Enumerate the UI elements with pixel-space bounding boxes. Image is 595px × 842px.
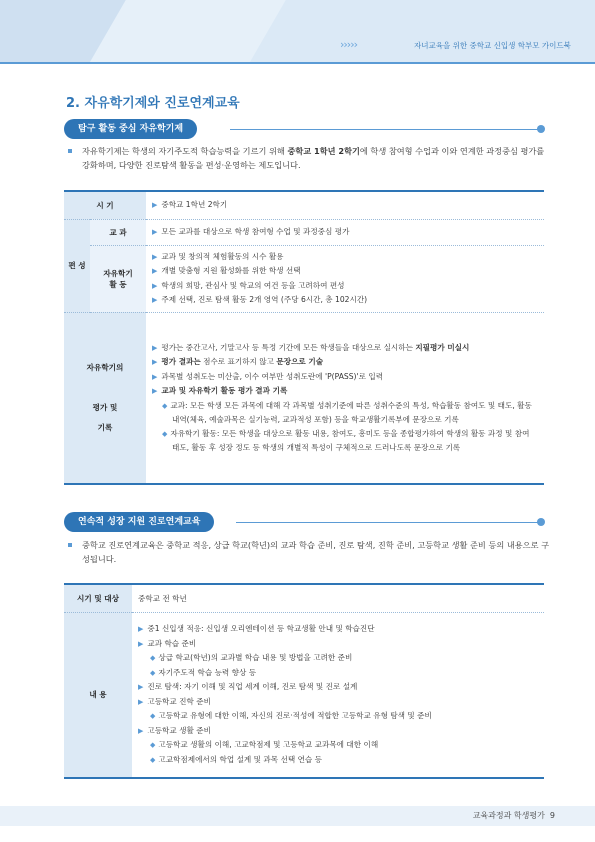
triangle-bullet-icon: ▶ (152, 343, 158, 352)
footer-text: 교육과정과 학생평가 9 (472, 811, 555, 820)
triangle-bullet-icon: ▶ (152, 201, 158, 209)
list-item: ▶ 교과 및 자유학기 활동 평가 결과 기록 (152, 386, 288, 396)
career-link-intro: 중학교 진로연계교육은 중학교 적응, 상급 학교(학년)의 교과 학습 준비, 진로 탐색, 진학 준비, 고등학교 생활 준비 등의 내용으로 구성됩니다. (72, 538, 550, 566)
header-guide-title: 자녀교육을 위한 중학교 신입생 학부모 가이드북 (414, 41, 571, 50)
free-semester-table (64, 190, 544, 485)
triangle-bullet-icon: ▶ (138, 625, 144, 634)
evaluation-label: 자유학기의 평가 및 기록 (64, 312, 146, 484)
triangle-bullet-icon: ▶ (152, 296, 158, 304)
triangle-bullet-icon: ▶ (152, 267, 158, 275)
triangle-bullet-icon: ▶ (138, 639, 144, 648)
activity-label: 자유학기 활 동 (90, 245, 146, 312)
triangle-bullet-icon: ▶ (138, 726, 144, 735)
list-item: ▶ 학생의 희망, 관심사 및 학교의 여건 등을 고려하여 편성 (152, 280, 345, 290)
triangle-bullet-icon: ▶ (152, 252, 158, 261)
list-item: ▶ 고등학교 생활 준비 (138, 725, 211, 735)
list-item: ▶ 중1 신입생 적응: 신입생 오리엔테이션 등 학교생활 안내 및 학습진단 (138, 624, 375, 634)
subject-value: ▶ 모든 교과를 대상으로 학생 참여형 수업 및 과정중심 평가 (146, 219, 544, 245)
when-value: ▶ 중학교 1학년 2학기 (146, 191, 544, 219)
list-item: ◆ 고등학교 유형에 대한 이해, 자신의 진로·적성에 적합한 고등학교 유형 탐색 및 준비 (150, 711, 432, 721)
subject-label: 교 과 (90, 219, 146, 245)
footer (0, 806, 595, 826)
triangle-bullet-icon: ▶ (152, 372, 158, 381)
diamond-bullet-icon: ◆ (150, 741, 156, 750)
diamond-bullet-icon: ◆ (150, 668, 156, 677)
when-label: 시 기 (64, 191, 146, 219)
intro-highlight: 중학교 1학년 2학기 (287, 146, 360, 156)
list-item: ▶ 교과 및 창의적 체험활동의 시수 활용 (152, 251, 284, 261)
triangle-bullet-icon: ▶ (152, 387, 158, 396)
bullet-square-icon (68, 543, 72, 547)
content-list (132, 612, 544, 778)
list-item: ▶ 진로 탐색: 자기 이해 및 직업 세계 이해, 진로 탐색 및 진로 설계 (138, 682, 358, 692)
time-target-value: 중학교 전 학년 (132, 584, 544, 612)
header-divider (0, 62, 595, 64)
content-label: 내 용 (64, 612, 132, 778)
triangle-bullet-icon: ▶ (152, 358, 158, 367)
pill-dot (537, 125, 545, 133)
chevrons-icon: ››››› (340, 38, 357, 51)
free-semester-intro: 자유학기제는 학생의 자기주도적 학습능력을 기르기 위해 중학교 1학년 2학기에 학생 참여형 수업과 이와 연계한 과정중심 평가를 강화하며, 다양한 진로탐색 활동을 편성·운영하는 제도입니다. (72, 144, 550, 172)
diamond-bullet-icon: ◆ (150, 755, 156, 764)
section-title: 2. 자유학기제와 진로연계교육 (66, 96, 240, 111)
list-item: ▶ 평가 결과는 점수로 표기하지 않고 문장으로 기술 (152, 357, 324, 367)
list-item: ▶ 개별 맞춤형 지원 활성화를 위한 학생 선택 (152, 266, 301, 275)
list-item: ◆ 자유학기 활동: 모든 학생을 대상으로 활동 내용, 참여도, 흥미도 등을 종합평가하여 학생의 활동 과정 및 참여 태도, 활동 후 성장 정도 등 학생의 개별적 특성이 구체적으로 드러나도록 문장으로 기록 (162, 428, 530, 453)
list-item: ◆ 상급 학교(학년)의 교과별 학습 내용 및 방법을 고려한 준비 (150, 653, 353, 663)
list-item: ▶ 교과 학습 준비 (138, 638, 197, 648)
evaluation-list (146, 312, 544, 484)
diamond-bullet-icon: ◆ (162, 429, 168, 438)
list-item: ◆ 자기주도적 학습 능력 향상 등 (150, 667, 257, 677)
header-band (0, 0, 595, 62)
career-link-table (64, 583, 544, 779)
list-item: ▶ 평가는 중간고사, 기말고사 등 특정 기간에 모든 학생들을 대상으로 실시하는 지필평가 미실시 (152, 342, 470, 352)
list-item: ▶ 주제 선택, 진로 탐색 활동 2개 영역 (주당 6시간, 총 102시간) (152, 295, 368, 304)
triangle-bullet-icon: ▶ (152, 281, 158, 290)
time-target-label: 시기 및 대상 (64, 584, 132, 612)
bullet-square-icon (68, 149, 72, 153)
pill-dot (537, 518, 545, 526)
pill-line (236, 522, 542, 523)
triangle-bullet-icon: ▶ (152, 227, 158, 236)
subsection-pill-career-link: 연속적 성장 지원 진로연계교육 (64, 512, 214, 532)
list-item: ▶ 고등학교 진학 준비 (138, 696, 211, 706)
organization-label: 편 성 (64, 219, 90, 312)
list-item: ◆ 고등학교 생활의 이해, 고교학점제 및 고등학교 교과목에 대한 이해 (150, 740, 379, 750)
list-item: ◆ 고교학점제에서의 학업 설계 및 과목 선택 연습 등 (150, 754, 322, 764)
subsection-pill-free-semester: 탐구 활동 중심 자유학기제 (64, 119, 197, 139)
pill-line (230, 129, 542, 130)
list-item: ◆ 교과: 모든 학생 모든 과목에 대해 각 과목별 성취기준에 따른 성취수준의 특성, 학습활동 참여도 및 태도, 활동 내역(체육, 예술과목은 실기능력, 교과적성 포함) 등을 학교생활기록부에 문장으로 기록 (162, 400, 532, 425)
page-number: 9 (549, 811, 555, 820)
triangle-bullet-icon: ▶ (138, 697, 144, 706)
triangle-bullet-icon: ▶ (138, 683, 144, 692)
diamond-bullet-icon: ◆ (162, 401, 168, 410)
diamond-bullet-icon: ◆ (150, 712, 156, 721)
activity-list (146, 245, 544, 312)
diamond-bullet-icon: ◆ (150, 654, 156, 663)
list-item: ▶ 과목별 성취도는 미산출, 이수 여부만 성취도란에 'P(PASS)'로 입력 (152, 371, 384, 381)
